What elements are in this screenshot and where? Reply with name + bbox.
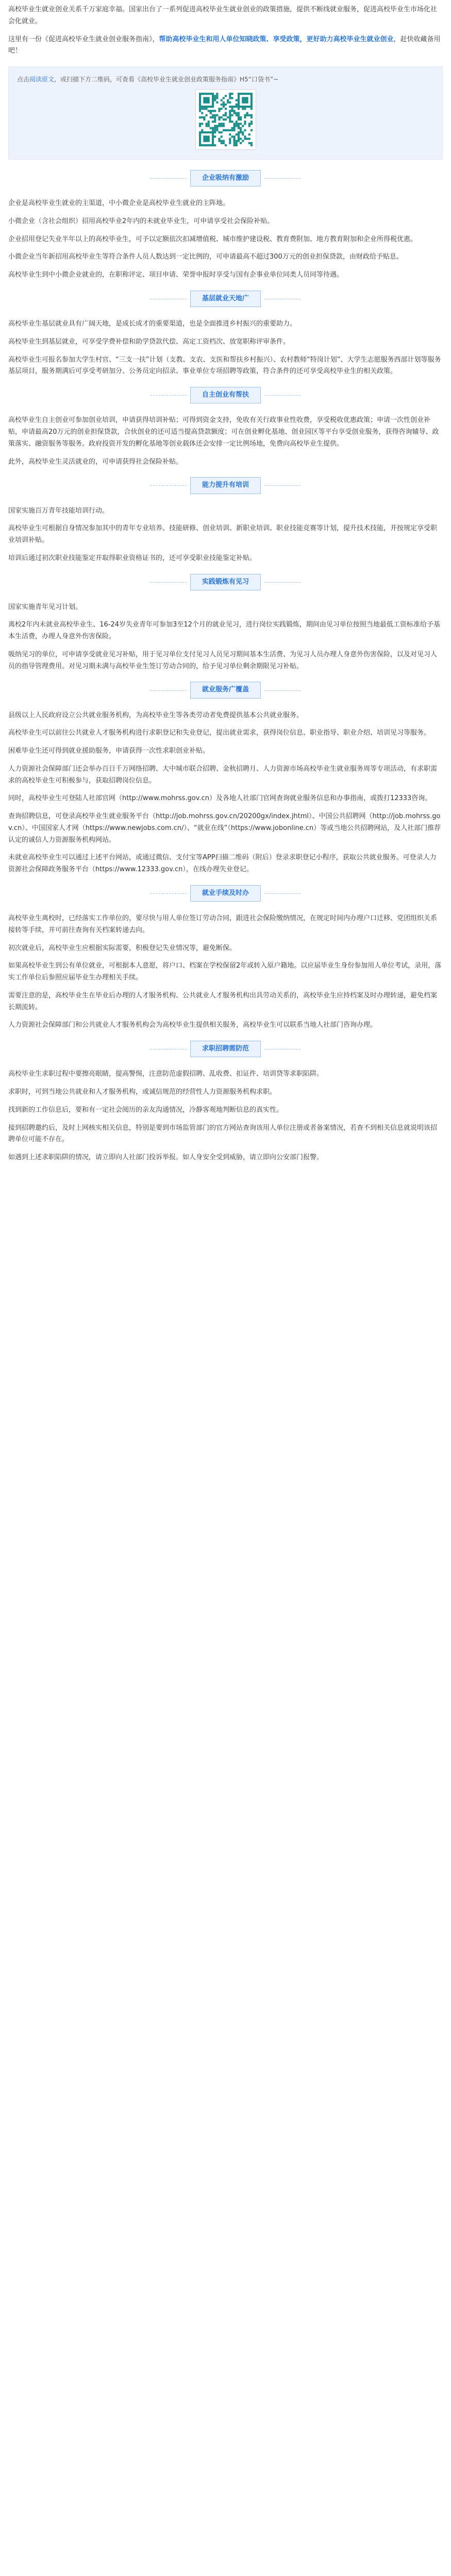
article: [0, 0, 451, 1180]
section-paragraph: 未就业高校毕业生可以通过上述平台网站，或通过微信、支付宝等APP扫描二维码（附后）登录求职登记小程序，获取公共就业服务。可登录人力资源社会保障政务服务平台（https://www.12333.gov.cn），在线办理失业登记。: [8, 854, 437, 874]
section-title: 企业吸纳有激励: [190, 170, 261, 187]
intro-highlight: 帮助高校毕业生和用人单位知晓政策、享受政策，更好助力高校毕业生就业创业: [159, 35, 394, 43]
section-paragraph: 小微企业当年新招用高校毕业生等符合条件人员人数达到一定比例的，可申请最高不超过300万元的创业担保贷款，由财政给予贴息。: [8, 253, 403, 261]
section-title: 就业服务广覆盖: [190, 682, 261, 698]
section-paragraph: 查询招聘信息，可登录高校毕业生就业服务平台（http://job.mohrss.gov.cn/20200gx/index.jhtml）、中国公共招聘网（http://job.mohrss.gov.cn）、中国国家人才网（https://www.newjobs.com.cn/）、“就业在线”（https://www.jobonline.cn）等或当地公共招聘网站，及人社部门推荐认定的诚信人力资源服务机构网站。: [8, 812, 441, 844]
qr-caption-suffix: ，或扫描下方二维码，可查看《高校毕业生就业创业政策服务指南》H5“口袋书”~: [54, 76, 279, 83]
section-paragraph: 找到新的工作信息后，要和有一定社会阅历的亲友沟通情况，冷静客观地判断信息的真实性。: [8, 1106, 283, 1114]
section-paragraph: 人力资源社会保障部门还会举办百日千万网络招聘、大中城市联合招聘、金秋招聘月、人力资源市场高校毕业生就业服务周等专项活动，有求职需求的高校毕业生可积极参与，获取招聘岗位信息。: [8, 765, 438, 785]
intro-paragraph: 高校毕业生就业创业关系千万家庭幸福。国家出台了一系列促进高校毕业生就业创业的政策措施，提供不断线就业服务，促进高校毕业生市场化社会化就业。: [8, 6, 438, 25]
section-paragraph: 企业招用登记失业半年以上的高校毕业生，可予以定额依次扣减增值税、城市维护建设税、教育费附加、地方教育附加和企业所得税优惠。: [8, 235, 417, 243]
section-title: 能力提升有培训: [190, 477, 261, 494]
section-paragraph: 高校毕业生离校时，已经落实工作单位的，要尽快与用人单位签订劳动合同，跟进社会保险缴纳情况，在规定时间内办理户口迁移、党团组织关系接转等手续，并可前往查询有关档案转递去向。: [8, 914, 438, 934]
qr-code-icon: [199, 93, 253, 146]
qr-code-wrap: [17, 89, 434, 150]
read-original-link[interactable]: 阅读原文: [29, 76, 55, 83]
intro-prefix: 这里有一份《促进高校毕业生就业创业服务指南》，: [8, 35, 159, 43]
section-paragraph: 县级以上人民政府设立公共就业服务机构，为高校毕业生等各类劳动者免费提供基本公共就业服务。: [8, 711, 304, 719]
qr-code-image[interactable]: [195, 89, 256, 150]
qr-caption: [17, 74, 434, 85]
section-title: 实践锻炼有见习: [190, 574, 261, 590]
section-paragraph: 求职时，可到当地公共就业和人才服务机构，或诚信规范的经营性人力资源服务机构求职。: [8, 1088, 277, 1096]
section-paragraph: 吸纳见习的单位，可申请享受就业见习补贴，用于见习单位支付见习人员见习期间基本生活费、为见习人员办理人身意外伤害保险，以及对见习人员的指导管理费用。对见习期未满与高校毕业生签订劳动合同的，给予见习单位剩余期限见习补贴。: [8, 650, 438, 670]
sections: [8, 170, 443, 1164]
section-title: 自主创业有帮扶: [190, 387, 261, 403]
intro-suffix: ，赶快收藏备用吧！: [8, 35, 441, 55]
qr-caption-prefix: 点击: [17, 76, 30, 83]
section-paragraph: 高校毕业生基层就业具有广阔天地，是成长成才的重要渠道，也是全面推进乡村振兴的重要助力。: [8, 320, 297, 328]
section-paragraph: 企业是高校毕业生就业的主渠道，中小微企业是高校毕业生就业的主阵地。: [8, 199, 230, 208]
section-paragraph: 高校毕业生可报名参加大学生村官、“三支一扶”计划（支教、支农、支医和帮扶乡村振兴）、农村教师“特岗计划”、大学生志愿服务西部计划等服务基层项目，服务期满后可享受考研加分、公务员定向招录、事业单位专项招聘等政策，符合条件的还可享受高校毕业生的相关政策。: [8, 355, 441, 376]
section-paragraph: 国家实施青年见习计划。: [8, 603, 82, 611]
section-title: 基层就业天地广: [190, 291, 261, 307]
section-paragraph: 人力资源社会保障部门和公共就业人才服务机构会为高校毕业生提供相关服务，高校毕业生可以联系当地人社部门咨询办理。: [8, 1021, 377, 1029]
section-paragraph: 小微企业（含社会组织）招用高校毕业2年内的未就业毕业生，可申请享受社会保险补贴。: [8, 217, 274, 225]
section-paragraph: 同时，高校毕业生可登陆人社部官网（http://www.mohrss.gov.cn）及各地人社部门官网查询就业服务信息和办事指南，或拨打12333咨询。: [8, 794, 432, 803]
section-header: [8, 885, 443, 902]
section-header: [8, 291, 443, 307]
section-paragraph: 高校毕业生到基层就业，可享受学费补偿和助学贷款代偿、高定工资档次、放宽职称评审条件。: [8, 337, 290, 346]
section-header: [8, 574, 443, 590]
section-paragraph: 初次就业后，高校毕业生应根据实际需要，积极登记失业情况等，避免断保。: [8, 944, 237, 952]
section-paragraph: 此外，高校毕业生灵活就业的，可申请获得社会保险补贴。: [8, 457, 183, 466]
section-paragraph: 高校毕业生可根据自身情况参加其中的青年专业培养、技能研修、创业培训、新职业培训、职业技能竞赛等计划，提升技术技能，并按规定享受职业培训补贴。: [8, 524, 438, 544]
section-header: [8, 1041, 443, 1057]
section-title: 求职招聘需防范: [190, 1041, 261, 1057]
qr-card: [8, 66, 443, 160]
section-paragraph: 高校毕业生自主创业可参加创业培训，申请获得培训补贴；可得到资金支持，免收有关行政事业性收费，享受税收优惠政策；申请一次性创业补贴，申请最高20万元的创业担保贷款，合伙创业的还可适当提高贷款额度；可在创业孵化基地、创业园区等平台享受创业服务，获得咨询辅导、政策落实、融资服务等服务。政府投资开发的孵化基地等创业载体还会安排一定比例场地，免费向高校毕业生提供。: [8, 416, 439, 448]
intro-paragraph: [8, 34, 443, 58]
section-header: [8, 682, 443, 698]
section-header: [8, 477, 443, 494]
section-paragraph: 接到招聘邀约后，及时上网核实相关信息，特别是要到市场监管部门的官方网站查询该用人单位注册或者备案情况，若查不到相关信息就说明该招聘单位可能不存在。: [8, 1124, 438, 1144]
section-paragraph: 离校2年内未就业高校毕业生、16-24岁失业青年可参加3至12个月的就业见习，进行岗位实践锻炼，期间由见习单位按照当地最低工资标准给予基本生活费，办理人身意外伤害保险。: [8, 621, 440, 641]
section-paragraph: 困难毕业生还可得到就业援助服务，申请获得一次性求职创业补贴。: [8, 747, 210, 755]
section-paragraph: 高校毕业生求职过程中要擦亮眼睛，提高警惕，注意防范虚假招聘、乱收费、扣证件、培训贷等求职陷阱。: [8, 1070, 324, 1078]
section-paragraph: 如遇到上述求职陷阱的情况，请立即向人社部门投诉举报。如人身安全受到威胁，请立即向公安部门报警。: [8, 1154, 324, 1161]
section-paragraph: 国家实施百万青年技能培训行动。: [8, 506, 109, 515]
section-header: [8, 387, 443, 403]
section-paragraph: 如果高校毕业生到公有单位就业，可根据本人意愿，将户口、档案在学校保留2年或转入原户籍地。以应届毕业生身份参加用人单位考试，录用，落实工作单位后参照应届毕业生办理相关手续。: [8, 962, 442, 982]
section-paragraph: 培训后通过初次职业技能鉴定并取得职业资格证书的，还可享受职业技能鉴定补贴。: [8, 554, 257, 562]
section-paragraph: 高校毕业生到中小微企业就业的，在职称评定、项目申请、荣誉申报时享受与国有企事业单位同类人员同等待遇。: [8, 271, 344, 279]
section-title: 就业手续及时办: [190, 885, 261, 902]
section-paragraph: 高校毕业生可以前往公共就业人才服务机构进行求职登记和失业登记，提出就业需求，获得岗位信息、职业指导、职业介绍、培训见习等服务。: [8, 729, 431, 737]
section-paragraph: 需要注意的是，高校毕业生在毕业后办理的人才服务机构、公共就业人才服务机构出具劳动关系的，高校毕业生应持档案及时办理转递，避免档案长期流转。: [8, 991, 438, 1011]
section-header: [8, 170, 443, 187]
